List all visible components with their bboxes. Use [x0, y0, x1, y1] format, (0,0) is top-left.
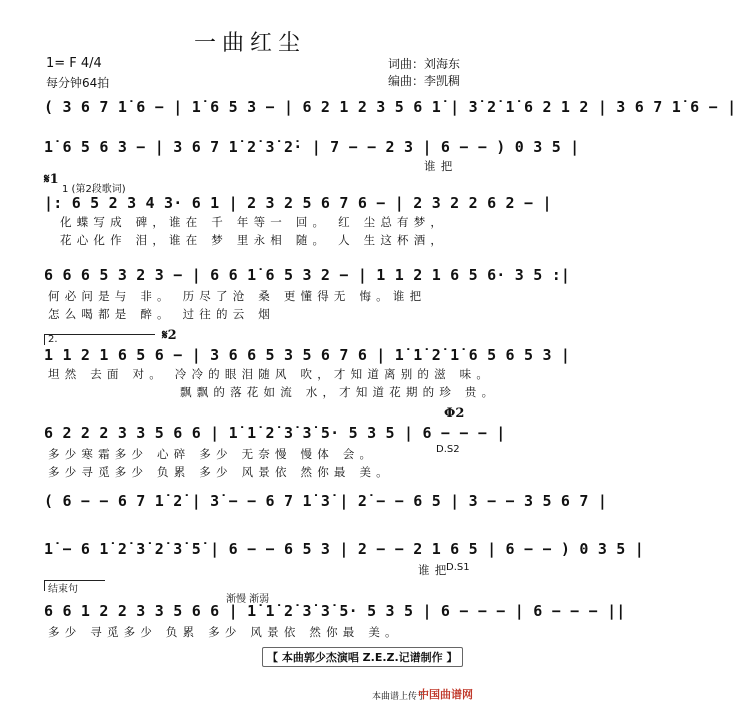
- volta-2-label: 2.: [48, 334, 58, 345]
- score-row-6: 6 2 2 2 3 3 5 6 6 | 1̇ 1̇ 2̇ 3̇ 3̇ 5· 5 3 5 | 6 − − − |: [44, 424, 506, 442]
- lyric-row-5-verse-1: 坦然 去面 对。 冷冷的眼泪随风 吹，才知道离别的滋 味。: [48, 367, 494, 381]
- transcription-credit: 【 本曲郭少杰演唱 Z.E.Z.记谱制作 】: [262, 647, 463, 667]
- lyric-row-8: 谁把: [418, 563, 452, 577]
- lyric-row-3-verse-2: 花心化作 泪，谁在 梦 里永相 随。 人 生这杯酒，: [60, 233, 448, 247]
- key-signature: 1= F 4/4: [46, 56, 102, 71]
- score-row-4: 6 6 6 5 3 2 3 − | 6 6 1̇ 6 5 3 2 − | 1 1 2 1 6 5 6· 3 5 :|: [44, 266, 571, 284]
- lyric-row-2: 谁把: [424, 159, 458, 173]
- lyric-row-6-verse-2: 多少寻觅多少 负累 多少 风景依 然你最 美。: [48, 465, 393, 479]
- lyricist-credit: 词曲：刘海东: [388, 57, 461, 71]
- lyric-row-4-verse-2: 怎么喝都是 醉。 过往的云 烟: [48, 307, 275, 321]
- score-row-5: 1 1 2 1 6 5 6 − | 3 6 6 5 3 5 6 7 6 | 1̇ 1̇ 2̇ 1̇ 6 5 6 5 3 |: [44, 346, 571, 364]
- arranger-credit: 编曲：李凯稠: [388, 74, 461, 88]
- site-logo[interactable]: 中国曲谱网: [418, 688, 473, 701]
- score-row-9: 6 6 1 2 2 3 3 5 6 6 | 1̇ 1̇ 2̇ 3̇ 3̇ 5· 5 3 5 | 6 − − − | 6 − − − ||: [44, 602, 626, 620]
- score-row-3: |: 6 5 2 3 4 3· 6 1 | 2 3 2 5 6 7 6 − | 2 3 2 2 6 2 − |: [44, 194, 552, 212]
- segno-mark-2: 𝄋2: [162, 328, 177, 343]
- score-row-1: ( 3 6 7 1̇ 6 − | 1̇ 6 5 3 − | 6 2 1 2 3 5 6 1̇ | 3̇ 2̇ 1̇ 6 2 1 2 | 3 6 7 1̇ 6 − |: [44, 98, 736, 116]
- upload-note: 本曲谱上传于: [372, 692, 427, 702]
- score-row-2: 1̇ 6 5 6 3 − | 3 6 7 1̇ 2̇ 3̇ 2̇· | 7 − − 2 3 | 6 − − ) 0 3 5 |: [44, 138, 580, 156]
- page-title: 一曲红尘: [193, 31, 306, 56]
- ending-label: 结束句: [48, 584, 78, 595]
- coda-mark-2: Φ2: [444, 406, 465, 421]
- lyric-row-4-verse-1: 何必问是与 非。 历尽了沧 桑 更懂得无 悔。谁把: [48, 289, 427, 303]
- rit-dim-marking: 渐慢 渐弱: [226, 594, 270, 605]
- lyric-row-9: 多少 寻觅多少 负累 多少 风景依 然你最 美。: [48, 625, 402, 639]
- score-row-8: 1̇ − 6 1̇ 2̇ 3̇ 2̇ 3̇ 5̇ | 6 − − 6 5 3 | 2 − − 2 1 6 5 | 6 − − ) 0 3 5 |: [44, 540, 644, 558]
- segno-mark-1: 𝄋1: [44, 172, 59, 187]
- ds2-mark: D.S2: [436, 444, 460, 455]
- lyric-row-3-verse-1: 化蝶写成 碑，谁在 千 年等一 回。 红 尘总有梦，: [60, 215, 448, 229]
- ds1-mark: D.S1: [446, 562, 470, 573]
- score-row-7: ( 6 − − 6 7 1̇ 2̇ | 3̇ − − 6 7 1̇ 3̇ | 2̇ − − 6 5 | 3 − − 3 5 6 7 |: [44, 492, 608, 510]
- verse-note: 1 (第2段歌词): [62, 184, 126, 195]
- volta-2-bracket: [44, 334, 155, 345]
- lyric-row-5-verse-2: 飘飘的落花如流 水，才知道花期的珍 贵。: [180, 385, 499, 399]
- lyric-row-6-verse-1: 多少寒霜多少 心碎 多少 无奈慢 慢体 会。: [48, 447, 377, 461]
- tempo-marking: 每分钟64拍: [46, 76, 110, 90]
